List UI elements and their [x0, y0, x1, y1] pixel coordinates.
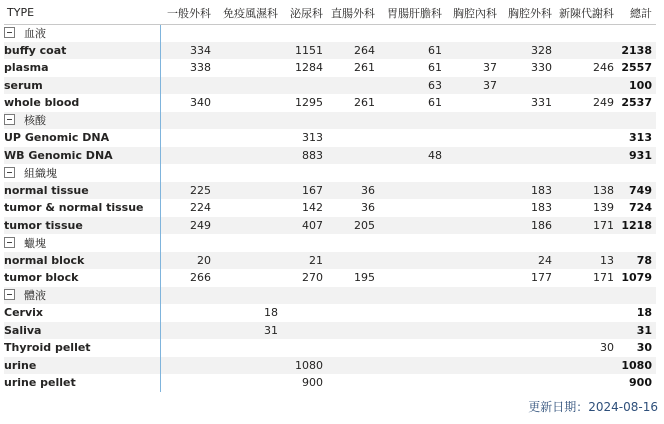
value-cell [160, 322, 215, 340]
value-cell: 139 [593, 201, 614, 215]
group-name: 核酸 [24, 114, 46, 128]
empty-cell [446, 164, 501, 182]
value-cell [160, 339, 215, 357]
group-header-cell [4, 112, 160, 130]
value-cell [556, 147, 618, 165]
matrix-table [4, 2, 656, 392]
value-cell: 264 [327, 42, 379, 60]
group-name: 體液 [24, 289, 46, 303]
empty-cell [379, 234, 446, 252]
group-row [4, 287, 656, 305]
collapse-toggle-icon[interactable] [4, 114, 15, 125]
matrix-body [4, 24, 656, 392]
group-header-cell [4, 234, 160, 252]
table-row [4, 217, 656, 235]
group-name: 血液 [24, 27, 46, 40]
collapse-toggle-icon[interactable] [4, 237, 15, 248]
row-total-cell: 724 [629, 201, 652, 215]
value-cell: 24 [501, 252, 556, 270]
empty-cell [327, 234, 379, 252]
value-cell: 183 [501, 182, 556, 200]
empty-cell [215, 164, 282, 182]
empty-cell [160, 112, 215, 130]
value-cell [446, 322, 501, 340]
group-name: 蠟塊 [24, 236, 46, 250]
collapse-toggle-icon[interactable] [4, 167, 15, 178]
empty-cell [618, 164, 656, 182]
row-label: Thyroid pellet [4, 339, 160, 357]
value-cell: 37 [483, 61, 497, 75]
group-row [4, 112, 656, 130]
value-cell [160, 374, 215, 392]
value-cell [379, 252, 446, 270]
value-cell: 261 [354, 61, 375, 75]
value-cell: 186 [501, 217, 556, 235]
value-cell [501, 339, 556, 357]
row-total-cell: 1080 [618, 357, 656, 375]
value-cell [446, 182, 501, 200]
row-total-cell: 18 [636, 306, 652, 320]
value-cell [446, 217, 501, 235]
row-label: Saliva [4, 322, 160, 340]
value-cell: 61 [379, 42, 446, 60]
empty-cell [282, 24, 327, 42]
row-label: tumor block [4, 269, 160, 287]
value-cell: 261 [354, 96, 375, 110]
empty-cell [327, 287, 379, 305]
value-cell: 249 [593, 96, 614, 110]
empty-cell [379, 164, 446, 182]
value-cell: 20 [160, 252, 215, 270]
value-cell: 167 [282, 182, 327, 200]
table-row [4, 42, 656, 60]
value-cell: 883 [282, 147, 327, 165]
value-cell: 171 [556, 217, 618, 235]
value-cell: 36 [361, 201, 375, 215]
value-cell [379, 129, 446, 147]
table-row [4, 147, 656, 165]
value-cell [215, 94, 282, 112]
value-cell: 1295 [295, 96, 323, 110]
row-label: normal tissue [4, 182, 160, 200]
value-cell [446, 42, 501, 60]
value-cell: 30 [600, 341, 614, 355]
table-row [4, 59, 656, 77]
value-cell [327, 357, 379, 375]
value-cell: 61 [428, 61, 442, 75]
value-cell [501, 357, 556, 375]
value-cell: 18 [264, 306, 278, 320]
empty-cell [160, 234, 215, 252]
table-row [4, 374, 656, 392]
row-total-cell: 749 [618, 182, 656, 200]
row-label: WB Genomic DNA [4, 147, 160, 165]
value-cell [282, 304, 327, 322]
row-total-cell: 100 [618, 77, 656, 95]
table-row [4, 94, 656, 112]
empty-cell [618, 24, 656, 42]
value-cell: 246 [593, 61, 614, 75]
table-row [4, 129, 656, 147]
value-cell [215, 252, 282, 270]
empty-cell [215, 234, 282, 252]
value-cell [215, 339, 282, 357]
value-cell [556, 304, 618, 322]
table-row [4, 182, 656, 200]
value-cell [215, 129, 282, 147]
value-cell: 183 [531, 201, 552, 215]
value-cell [327, 252, 379, 270]
empty-cell [282, 164, 327, 182]
empty-cell [282, 112, 327, 130]
value-cell [556, 42, 618, 60]
value-cell [215, 217, 282, 235]
row-label: UP Genomic DNA [4, 129, 160, 147]
department-column-header[interactable]: 免疫風濕科 [215, 2, 282, 24]
value-cell: 338 [190, 61, 211, 75]
value-cell: 1151 [282, 42, 327, 60]
value-cell [327, 147, 379, 165]
value-cell [501, 322, 556, 340]
value-cell: 36 [327, 182, 379, 200]
row-total-cell: 1079 [621, 271, 652, 285]
value-cell [327, 322, 379, 340]
value-cell [160, 304, 215, 322]
value-cell [501, 304, 556, 322]
empty-cell [618, 234, 656, 252]
row-label: plasma [4, 59, 160, 77]
empty-cell [556, 234, 618, 252]
empty-cell [282, 234, 327, 252]
row-total-cell: 900 [629, 376, 652, 390]
value-cell [379, 217, 446, 235]
value-cell: 331 [531, 96, 552, 110]
value-cell [379, 374, 446, 392]
value-cell [282, 339, 327, 357]
empty-cell [556, 164, 618, 182]
value-cell: 61 [428, 96, 442, 110]
type-column-header[interactable]: TYPE [4, 2, 160, 24]
value-cell [215, 357, 282, 375]
value-cell [379, 357, 446, 375]
total-column-header[interactable]: 總計 [618, 2, 656, 24]
value-cell: 900 [302, 376, 323, 390]
row-label: normal block [4, 252, 160, 270]
empty-cell [327, 24, 379, 42]
empty-cell [282, 287, 327, 305]
value-cell [379, 199, 446, 217]
department-column-header[interactable]: 胸腔外科 [501, 2, 556, 24]
value-cell: 138 [556, 182, 618, 200]
value-cell [215, 374, 282, 392]
value-cell [379, 322, 446, 340]
empty-cell [327, 164, 379, 182]
value-cell [327, 77, 379, 95]
value-cell [215, 147, 282, 165]
value-cell [215, 269, 282, 287]
group-header-cell [4, 164, 160, 182]
group-row [4, 234, 656, 252]
value-cell: 313 [302, 131, 323, 145]
value-cell [501, 147, 556, 165]
value-cell [556, 129, 618, 147]
value-cell [379, 339, 446, 357]
empty-cell [501, 112, 556, 130]
value-cell: 225 [160, 182, 215, 200]
value-cell [556, 357, 618, 375]
value-cell [446, 129, 501, 147]
value-cell: 195 [354, 271, 375, 285]
value-cell [446, 94, 501, 112]
value-cell [446, 147, 501, 165]
value-cell: 205 [327, 217, 379, 235]
empty-cell [556, 24, 618, 42]
value-cell: 31 [215, 322, 282, 340]
empty-cell [215, 112, 282, 130]
value-cell [327, 339, 379, 357]
empty-cell [160, 24, 215, 42]
value-cell: 21 [282, 252, 327, 270]
value-cell: 266 [190, 271, 211, 285]
value-cell: 171 [593, 271, 614, 285]
table-row [4, 199, 656, 217]
empty-cell [501, 24, 556, 42]
department-column-header[interactable]: 一般外科 [160, 2, 215, 24]
empty-cell [501, 234, 556, 252]
row-total-cell: 931 [618, 147, 656, 165]
empty-cell [327, 112, 379, 130]
row-total-cell: 78 [618, 252, 656, 270]
empty-cell [446, 234, 501, 252]
row-total-cell: 31 [618, 322, 656, 340]
update-date-label: 更新日期：2024-08-16 [528, 400, 658, 414]
table-row [4, 252, 656, 270]
row-total-cell: 2138 [618, 42, 656, 60]
empty-cell [501, 164, 556, 182]
empty-cell [379, 112, 446, 130]
row-label: urine pellet [4, 374, 160, 392]
value-cell [501, 374, 556, 392]
row-total-cell: 2537 [621, 96, 652, 110]
department-column-header[interactable]: 直腸外科 [327, 2, 379, 24]
value-cell [379, 182, 446, 200]
value-cell [160, 147, 215, 165]
empty-cell [160, 287, 215, 305]
value-cell [556, 374, 618, 392]
value-cell [215, 77, 282, 95]
department-column-header[interactable]: 泌尿科 [282, 2, 327, 24]
department-column-header[interactable]: 胸腔內科 [446, 2, 501, 24]
value-cell [160, 129, 215, 147]
value-cell [446, 199, 501, 217]
value-cell: 330 [531, 61, 552, 75]
empty-cell [618, 112, 656, 130]
value-cell [379, 304, 446, 322]
row-label: whole blood [4, 94, 160, 112]
row-label: urine [4, 357, 160, 375]
value-cell [215, 42, 282, 60]
value-cell [446, 252, 501, 270]
value-cell: 224 [190, 201, 211, 215]
value-cell: 37 [446, 77, 501, 95]
value-cell [446, 374, 501, 392]
empty-cell [618, 287, 656, 305]
empty-cell [446, 24, 501, 42]
value-cell: 13 [556, 252, 618, 270]
value-cell [501, 77, 556, 95]
empty-cell [160, 164, 215, 182]
department-column-header[interactable]: 新陳代謝科 [556, 2, 618, 24]
empty-cell [556, 112, 618, 130]
empty-cell [215, 24, 282, 42]
value-cell [327, 304, 379, 322]
value-cell: 63 [379, 77, 446, 95]
row-label: tumor & normal tissue [4, 199, 160, 217]
group-header-cell [4, 287, 160, 305]
row-label: serum [4, 77, 160, 95]
empty-cell [379, 287, 446, 305]
empty-cell [501, 287, 556, 305]
table-row [4, 269, 656, 287]
group-row [4, 24, 656, 42]
row-label: tumor tissue [4, 217, 160, 235]
empty-cell [556, 287, 618, 305]
value-cell: 142 [302, 201, 323, 215]
value-cell: 407 [282, 217, 327, 235]
empty-cell [379, 24, 446, 42]
value-cell: 334 [160, 42, 215, 60]
value-cell [446, 357, 501, 375]
value-cell [446, 304, 501, 322]
empty-cell [446, 112, 501, 130]
value-cell: 249 [160, 217, 215, 235]
value-cell: 328 [501, 42, 556, 60]
row-total-cell: 313 [629, 131, 652, 145]
value-cell [501, 129, 556, 147]
department-column-header[interactable]: 胃腸肝膽科 [379, 2, 446, 24]
collapse-toggle-icon[interactable] [4, 27, 15, 38]
group-row [4, 164, 656, 182]
row-total-cell: 30 [636, 341, 652, 355]
group-header-cell [4, 24, 160, 42]
table-row [4, 322, 656, 340]
value-cell: 270 [302, 271, 323, 285]
value-cell: 1080 [282, 357, 327, 375]
table-row [4, 77, 656, 95]
table-row [4, 304, 656, 322]
row-label: buffy coat [4, 42, 160, 60]
value-cell [327, 374, 379, 392]
value-cell [160, 357, 215, 375]
collapse-toggle-icon[interactable] [4, 289, 15, 300]
value-cell: 177 [531, 271, 552, 285]
value-cell [215, 182, 282, 200]
value-cell [379, 269, 446, 287]
value-cell [160, 77, 215, 95]
value-cell [446, 269, 501, 287]
value-cell: 1284 [295, 61, 323, 75]
value-cell [556, 322, 618, 340]
value-cell [282, 322, 327, 340]
empty-cell [215, 287, 282, 305]
empty-cell [446, 287, 501, 305]
value-cell: 340 [190, 96, 211, 110]
row-label: Cervix [4, 304, 160, 322]
value-cell [215, 199, 282, 217]
value-cell [556, 77, 618, 95]
value-cell [446, 339, 501, 357]
row-total-cell: 2557 [621, 61, 652, 75]
table-row [4, 357, 656, 375]
value-cell [282, 77, 327, 95]
header-row [4, 2, 656, 24]
value-cell: 48 [379, 147, 446, 165]
row-total-cell: 1218 [618, 217, 656, 235]
value-cell [327, 129, 379, 147]
value-cell [215, 59, 282, 77]
table-row [4, 339, 656, 357]
group-name: 組織塊 [24, 166, 57, 180]
